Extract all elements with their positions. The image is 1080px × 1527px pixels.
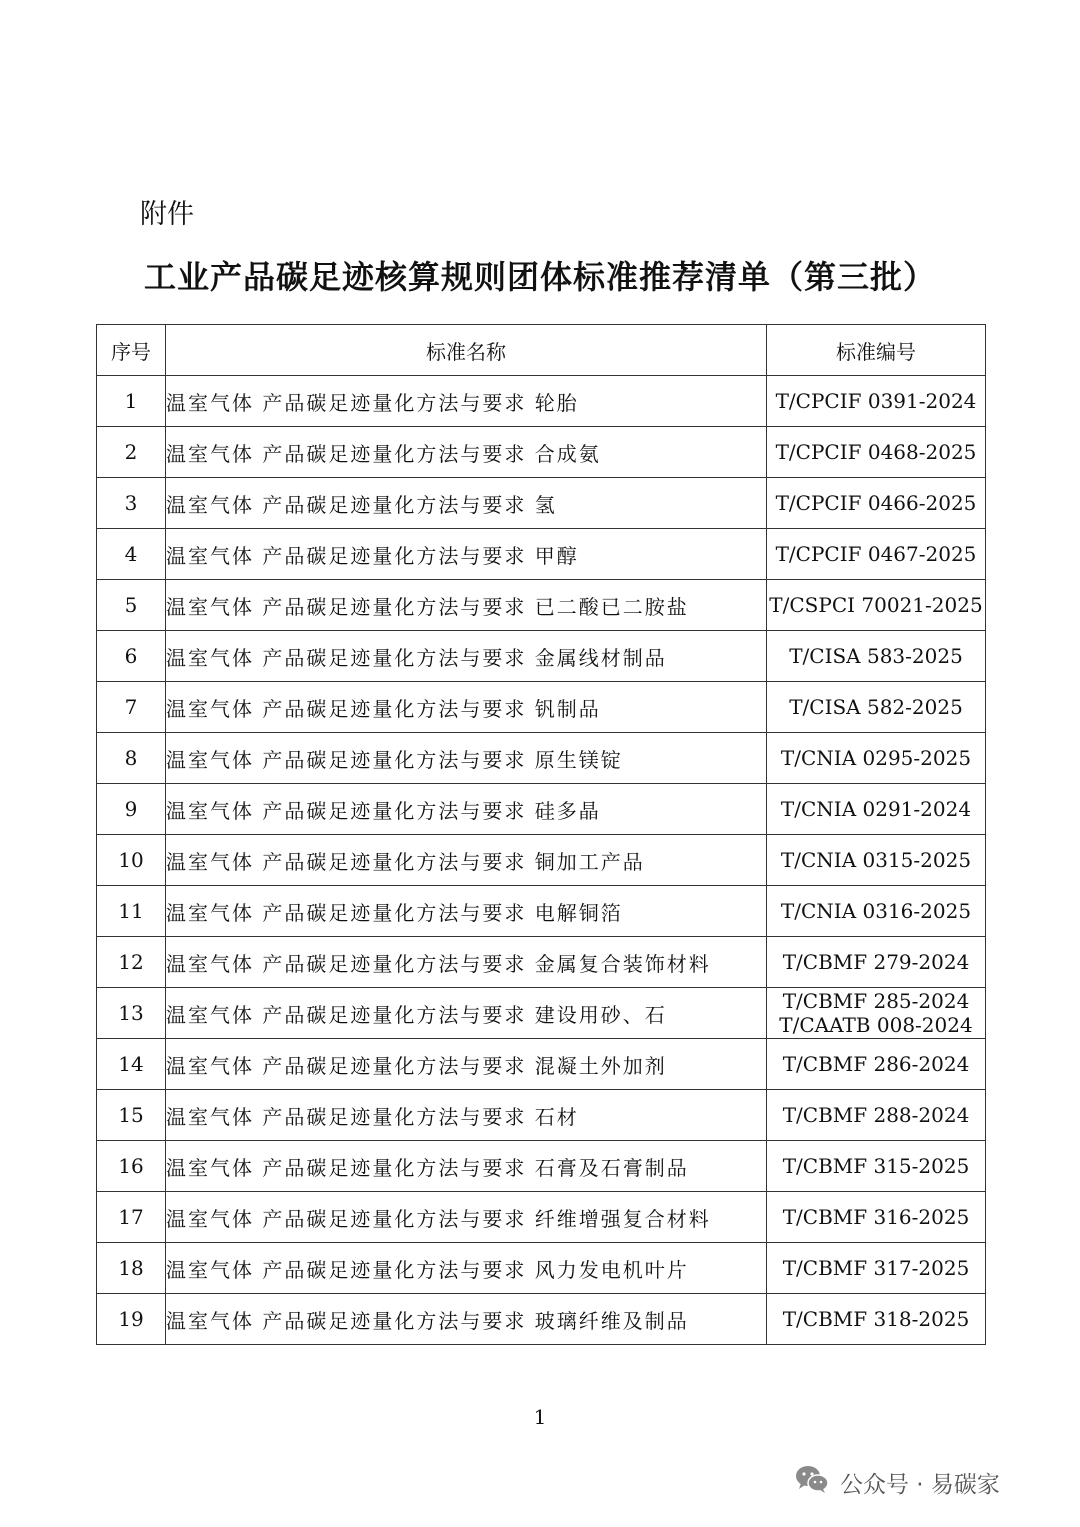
- standard-code-line: T/CBMF 317-2025: [782, 1256, 970, 1280]
- table-row: [97, 1243, 986, 1294]
- row-seq: 2: [97, 427, 166, 478]
- row-standard-name: 温室气体 产品碳足迹量化方法与要求 铜加工产品: [166, 835, 767, 886]
- row-seq: 4: [97, 529, 166, 580]
- row-standard-code: [767, 682, 986, 733]
- standard-code-line: T/CNIA 0316-2025: [780, 899, 972, 923]
- row-standard-code: [767, 988, 986, 1039]
- row-seq: 6: [97, 631, 166, 682]
- standard-code-line: T/CISA 583-2025: [789, 644, 963, 668]
- table-row: [97, 835, 986, 886]
- table-row: [97, 529, 986, 580]
- header-code: 标准编号: [767, 325, 986, 376]
- table-row: [97, 988, 986, 1039]
- row-standard-code: [767, 376, 986, 427]
- standard-code-line: T/CSPCI 70021-2025: [769, 593, 983, 617]
- row-seq: 18: [97, 1243, 166, 1294]
- row-standard-code: [767, 1243, 986, 1294]
- standard-code-line: T/CPCIF 0468-2025: [775, 440, 977, 464]
- table-row: [97, 682, 986, 733]
- row-standard-name: 温室气体 产品碳足迹量化方法与要求 电解铜箔: [166, 886, 767, 937]
- table-body: [97, 376, 986, 1345]
- standard-code-line: T/CPCIF 0466-2025: [775, 491, 977, 515]
- watermark: [794, 1462, 1000, 1502]
- table-row: [97, 478, 986, 529]
- table-header-row: [97, 325, 986, 376]
- document-title: 工业产品碳足迹核算规则团体标准推荐清单（第三批）: [143, 258, 936, 296]
- table-row: [97, 1039, 986, 1090]
- row-standard-name: 温室气体 产品碳足迹量化方法与要求 石膏及石膏制品: [166, 1141, 767, 1192]
- table-row: [97, 580, 986, 631]
- standard-code-line: T/CBMF 285-2024: [782, 989, 970, 1013]
- row-standard-name: 温室气体 产品碳足迹量化方法与要求 氢: [166, 478, 767, 529]
- row-standard-code: [767, 835, 986, 886]
- wechat-icon: [794, 1464, 830, 1500]
- standard-code-line: T/CNIA 0291-2024: [780, 797, 972, 821]
- row-seq: 9: [97, 784, 166, 835]
- watermark-text: 公众号 · 易碳家: [840, 1471, 1000, 1498]
- standard-code-line: T/CISA 582-2025: [789, 695, 963, 719]
- row-standard-name: 温室气体 产品碳足迹量化方法与要求 金属线材制品: [166, 631, 767, 682]
- row-standard-code: [767, 733, 986, 784]
- row-seq: 11: [97, 886, 166, 937]
- row-seq: 10: [97, 835, 166, 886]
- row-standard-name: 温室气体 产品碳足迹量化方法与要求 混凝土外加剂: [166, 1039, 767, 1090]
- table-row: [97, 784, 986, 835]
- row-standard-name: 温室气体 产品碳足迹量化方法与要求 硅多晶: [166, 784, 767, 835]
- row-standard-code: [767, 1192, 986, 1243]
- page-number: 1: [533, 1405, 547, 1429]
- row-seq: 1: [97, 376, 166, 427]
- attachment-label: 附件: [140, 199, 194, 230]
- row-standard-code: [767, 1039, 986, 1090]
- row-seq: 7: [97, 682, 166, 733]
- row-seq: 5: [97, 580, 166, 631]
- standard-code-line: T/CBMF 288-2024: [782, 1103, 970, 1127]
- standard-code-line: T/CBMF 315-2025: [782, 1154, 970, 1178]
- row-standard-name: 温室气体 产品碳足迹量化方法与要求 纤维增强复合材料: [166, 1192, 767, 1243]
- row-standard-name: 温室气体 产品碳足迹量化方法与要求 钒制品: [166, 682, 767, 733]
- table-row: [97, 886, 986, 937]
- table-row: [97, 937, 986, 988]
- row-standard-code: [767, 580, 986, 631]
- row-standard-code: [767, 886, 986, 937]
- row-seq: 3: [97, 478, 166, 529]
- row-standard-name: 温室气体 产品碳足迹量化方法与要求 原生镁锭: [166, 733, 767, 784]
- row-seq: 15: [97, 1090, 166, 1141]
- table-row: [97, 631, 986, 682]
- row-standard-code: [767, 1141, 986, 1192]
- table-row: [97, 1090, 986, 1141]
- row-seq: 19: [97, 1294, 166, 1345]
- row-seq: 13: [97, 988, 166, 1039]
- table-row: [97, 1294, 986, 1345]
- row-standard-name: 温室气体 产品碳足迹量化方法与要求 玻璃纤维及制品: [166, 1294, 767, 1345]
- row-standard-code: [767, 1294, 986, 1345]
- standard-code-line: T/CBMF 316-2025: [782, 1205, 970, 1229]
- row-standard-code: [767, 529, 986, 580]
- row-seq: 8: [97, 733, 166, 784]
- row-standard-name: 温室气体 产品碳足迹量化方法与要求 甲醇: [166, 529, 767, 580]
- standard-code-line: T/CNIA 0315-2025: [780, 848, 972, 872]
- standard-code-line: T/CPCIF 0467-2025: [775, 542, 977, 566]
- row-seq: 12: [97, 937, 166, 988]
- row-standard-name: 温室气体 产品碳足迹量化方法与要求 轮胎: [166, 376, 767, 427]
- row-standard-code: [767, 631, 986, 682]
- standard-code-line: T/CBMF 279-2024: [782, 950, 970, 974]
- table-row: [97, 427, 986, 478]
- row-standard-code: [767, 937, 986, 988]
- row-seq: 14: [97, 1039, 166, 1090]
- table-row: [97, 376, 986, 427]
- table-row: [97, 733, 986, 784]
- row-standard-code: [767, 1090, 986, 1141]
- row-standard-name: 温室气体 产品碳足迹量化方法与要求 合成氨: [166, 427, 767, 478]
- row-seq: 17: [97, 1192, 166, 1243]
- standard-code-line: T/CBMF 286-2024: [782, 1052, 970, 1076]
- header-seq: 序号: [97, 325, 166, 376]
- row-standard-name: 温室气体 产品碳足迹量化方法与要求 已二酸已二胺盐: [166, 580, 767, 631]
- row-standard-name: 温室气体 产品碳足迹量化方法与要求 石材: [166, 1090, 767, 1141]
- row-standard-name: 温室气体 产品碳足迹量化方法与要求 建设用砂、石: [166, 988, 767, 1039]
- row-standard-name: 温室气体 产品碳足迹量化方法与要求 金属复合装饰材料: [166, 937, 767, 988]
- standard-code-line: T/CAATB 008-2024: [779, 1013, 973, 1037]
- table-row: [97, 1192, 986, 1243]
- row-standard-code: [767, 784, 986, 835]
- standards-table: [96, 324, 986, 1345]
- standard-code-line: T/CPCIF 0391-2024: [775, 389, 977, 413]
- row-standard-name: 温室气体 产品碳足迹量化方法与要求 风力发电机叶片: [166, 1243, 767, 1294]
- row-standard-code: [767, 478, 986, 529]
- row-standard-code: [767, 427, 986, 478]
- standard-code-line: T/CBMF 318-2025: [782, 1307, 970, 1331]
- row-seq: 16: [97, 1141, 166, 1192]
- table-row: [97, 1141, 986, 1192]
- standard-code-line: T/CNIA 0295-2025: [780, 746, 972, 770]
- header-name: 标准名称: [166, 325, 767, 376]
